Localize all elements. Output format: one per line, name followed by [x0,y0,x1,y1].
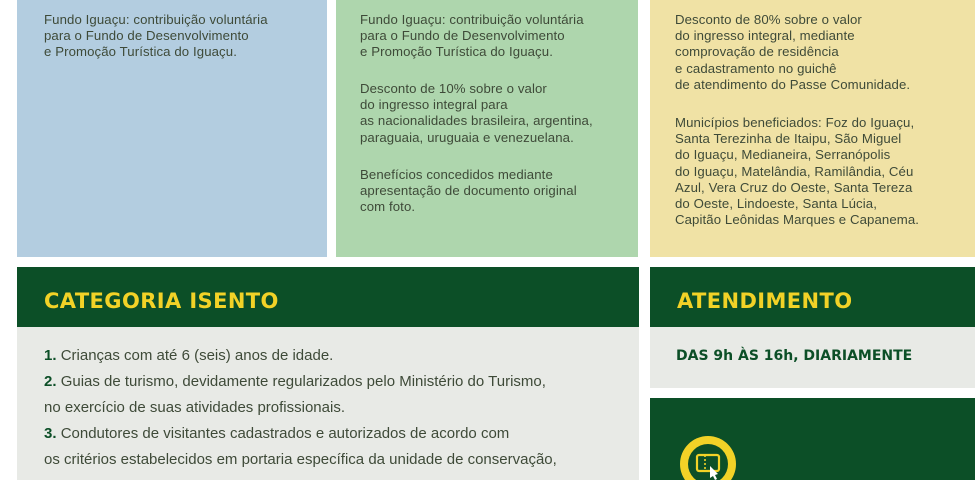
opening-hours: DAS 9h ÀS 16h, DIARIAMENTE [676,348,913,364]
text-line: comprovação de residência [675,44,839,60]
list-item [44,373,546,390]
text-line: com foto. [360,199,416,215]
text-line: Azul, Vera Cruz do Oeste, Santa Tereza [675,179,913,195]
community-discount-text [675,12,910,93]
text-line: para o Fundo de Desenvolvimento [44,28,249,44]
municipalities-text [675,115,919,228]
item-text: Crianças com até 6 (seis) anos de idade. [60,347,334,364]
text-line: de atendimento do Passe Comunidade. [675,76,911,92]
ticket-icon-inner [688,444,728,480]
item-number: 2. [44,373,57,390]
fundo-iguacu-card [17,0,327,257]
text-line: Desconto de 10% sobre o valor [360,81,547,96]
mercosul-card [336,0,638,257]
text-line: para o Fundo de Desenvolvimento [360,28,565,44]
list-item [44,451,557,468]
atendimento-header [650,267,975,327]
text-line: do Iguaçu, Matelândia, Ramilândia, Céu [675,163,914,179]
text-line: Capitão Leônidas Marques e Capanema. [675,212,920,228]
passe-comunidade-card [650,0,975,257]
item-text: Condutores de visitantes cadastrados e autorizados de acordo com [60,425,510,442]
item-number: 1. [44,347,57,364]
text-line: Desconto de 80% sobre o valor [675,12,862,27]
text-line: Benefícios concedidos mediante [360,167,553,182]
ticket-icon [680,436,736,480]
text-line: Municípios beneficiados: Foz do Iguaçu, [675,115,915,130]
text-line: Fundo Iguaçu: contribuição voluntária [360,12,584,27]
text-line: do ingresso integral para [360,97,508,113]
discount-text [360,81,593,146]
fundo-iguacu-text [360,12,584,61]
list-item [44,399,345,416]
fundo-iguacu-text [44,12,268,61]
list-item [44,425,509,442]
text-line: apresentação de documento original [360,183,577,199]
ticket-panel [650,398,975,480]
item-number: 3. [44,425,57,442]
item-text: no exercício de suas atividades profissionais. [44,399,345,416]
text-line: e cadastramento no guichê [675,60,837,76]
text-line: do ingresso integral, mediante [675,28,855,44]
item-text: os critérios estabelecidos em portaria específica da unidade de conservação, [44,451,557,468]
text-line: e Promoção Turística do Iguaçu. [44,44,237,60]
ticket-glyph [688,444,728,480]
isento-title: CATEGORIA ISENTO [44,289,279,313]
atendimento-panel [650,327,975,388]
list-item [44,347,333,364]
text-line: e Promoção Turística do Iguaçu. [360,44,553,60]
isento-header [17,267,639,327]
item-text: Guias de turismo, devidamente regularizados pelo Ministério do Turismo, [60,373,546,390]
text-line: as nacionalidades brasileira, argentina, [360,113,593,129]
isento-list-panel [17,327,639,480]
text-line: paraguaia, uruguaia e venezuelana. [360,129,574,145]
atendimento-title: ATENDIMENTO [677,289,853,313]
benefits-text [360,167,577,216]
text-line: Santa Terezinha de Itaipu, São Miguel [675,131,902,147]
text-line: do Oeste, Lindoeste, Santa Lúcia, [675,196,877,212]
text-line: do Iguaçu, Medianeira, Serranópolis [675,147,891,163]
text-line: Fundo Iguaçu: contribuição voluntária [44,12,268,27]
